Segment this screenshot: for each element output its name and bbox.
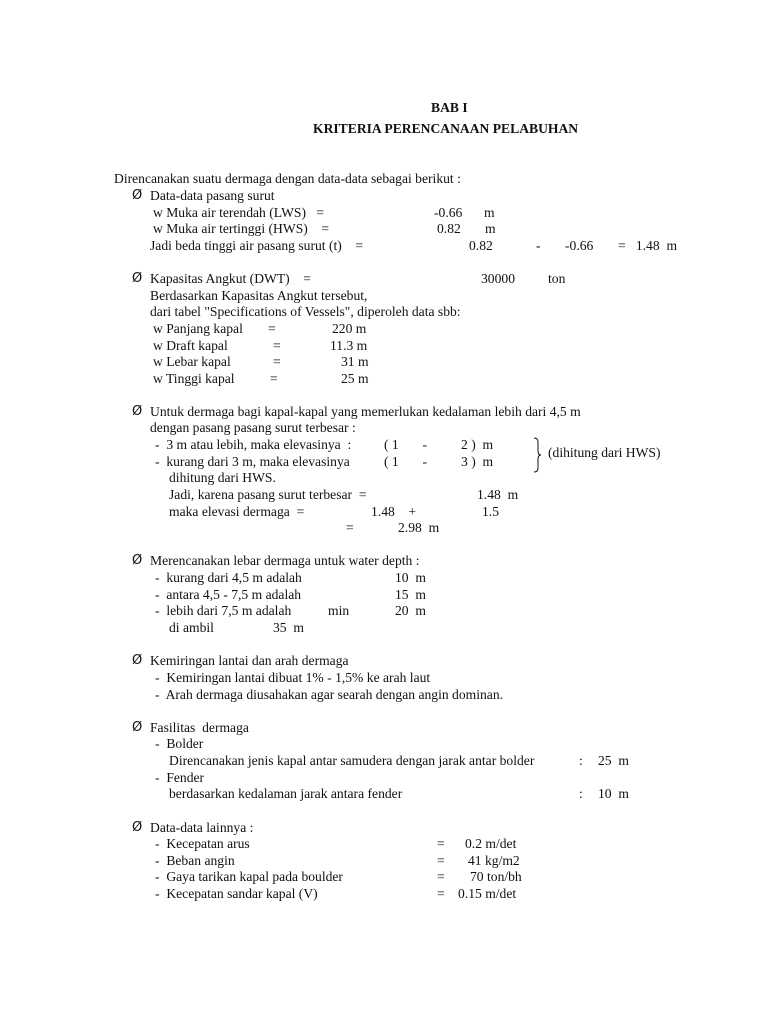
elevation-line6-value: 1.48 m [477, 487, 519, 502]
slope-item1: - Kemiringan lantai dibuat 1% - 1,5% ke arah laut [155, 670, 431, 685]
elevation-line7: maka elevasi dermaga = [169, 504, 305, 519]
bullet-icon: Ø [132, 553, 143, 568]
fender-value: 10 m [598, 786, 629, 801]
dwt-label: Kapasitas Angkut (DWT) = [150, 271, 311, 286]
vessel-width-value: 31 m [341, 354, 369, 369]
current-speed-eq: = [437, 836, 445, 851]
brace-note: (dihitung dari HWS) [548, 445, 661, 460]
bullet-icon: Ø [132, 188, 143, 203]
dwt-line3: dari tabel "Specifications of Vessels", diperoleh data sbb: [150, 304, 461, 319]
dwt-unit: ton [548, 271, 566, 286]
dwt-line2: Berdasarkan Kapasitas Angkut tersebut, [150, 288, 368, 303]
vessel-length-label: w Panjang kapal [153, 321, 243, 336]
width-item2-value: 15 m [395, 587, 426, 602]
elevation-line7-a: 1.48 + [371, 504, 417, 519]
hws-value: 0.82 [437, 221, 461, 236]
elevation-line8-eq: = [346, 520, 354, 535]
width-item1-value: 10 m [395, 570, 426, 585]
width-taken: di ambil [169, 620, 214, 635]
wind-load-value: 41 kg/m2 [468, 853, 520, 868]
vessel-draft-value: 11.3 m [330, 338, 368, 353]
bullet-icon: Ø [132, 820, 143, 835]
chapter-title: KRITERIA PERENCANAAN PELABUHAN [313, 121, 579, 136]
elevation-item2-range: ( 1 - 3 ) m [384, 454, 494, 469]
mooring-force-label: - Gaya tarikan kapal pada boulder [155, 869, 343, 884]
vessel-height-value: 25 m [341, 371, 369, 386]
mooring-force-value: 70 ton/bh [470, 869, 522, 884]
elevation-line6: Jadi, karena pasang surut terbesar = [169, 487, 367, 502]
vessel-length-eq: = [268, 321, 276, 336]
berthing-speed-eq: = [437, 886, 445, 901]
current-speed-value: 0.2 m/det [465, 836, 517, 851]
vessel-height-eq: = [270, 371, 278, 386]
lws-value: -0.66 [434, 205, 463, 220]
current-speed-label: - Kecepatan arus [155, 836, 250, 851]
bolder-colon: : [579, 753, 583, 768]
vessel-draft-eq: = [273, 338, 281, 353]
vessel-draft-label: w Draft kapal [153, 338, 228, 353]
bolder-item: - Bolder [155, 736, 204, 751]
width-item1: - kurang dari 4,5 m adalah [155, 570, 302, 585]
intro-text: Direncanakan suatu dermaga dengan data-data sebagai berikut : [114, 171, 461, 186]
tide-diff-label: Jadi beda tinggi air pasang surut (t) = [150, 238, 364, 253]
bullet-icon: Ø [132, 720, 143, 735]
hws-label: w Muka air tertinggi (HWS) = [153, 221, 330, 236]
wind-load-eq: = [437, 853, 445, 868]
berthing-speed-value: 0.15 m/det [458, 886, 517, 901]
tide-diff-b: -0.66 [565, 238, 594, 253]
lws-label: w Muka air terendah (LWS) = [153, 205, 324, 220]
lws-unit: m [484, 205, 495, 220]
vessel-width-label: w Lebar kapal [153, 354, 231, 369]
elevation-line1: Untuk dermaga bagi kapal-kapal yang memerlukan kedalaman lebih dari 4,5 m [150, 404, 581, 419]
elevation-item2: - kurang dari 3 m, maka elevasinya [155, 454, 350, 469]
bullet-icon: Ø [132, 653, 143, 668]
width-item3-min: min [328, 603, 350, 618]
wind-load-label: - Beban angin [155, 853, 235, 868]
width-item3: - lebih dari 7,5 m adalah [155, 603, 292, 618]
elevation-line8-value: 2.98 m [398, 520, 440, 535]
tide-label: Data-data pasang surut [150, 188, 275, 203]
chapter-heading: BAB I [431, 100, 468, 115]
elevation-line7-b: 1.5 [482, 504, 499, 519]
vessel-width-eq: = [273, 354, 281, 369]
dwt-value: 30000 [481, 271, 515, 286]
elevation-line2: dengan pasang pasang surut terbesar : [150, 420, 356, 435]
width-label: Merencanakan lebar dermaga untuk water depth : [150, 553, 420, 568]
curly-brace-icon [532, 437, 542, 473]
vessel-length-value: 220 m [332, 321, 367, 336]
facilities-label: Fasilitas dermaga [150, 720, 249, 735]
width-taken-value: 35 m [273, 620, 304, 635]
hws-unit: m [485, 221, 496, 236]
elevation-line5: dihitung dari HWS. [169, 470, 276, 485]
bullet-icon: Ø [132, 271, 143, 286]
fender-item: - Fender [155, 770, 205, 785]
width-item2: - antara 4,5 - 7,5 m adalah [155, 587, 302, 602]
slope-item2: - Arah dermaga diusahakan agar searah dengan angin dominan. [155, 687, 504, 702]
vessel-height-label: w Tinggi kapal [153, 371, 235, 386]
other-label: Data-data lainnya : [150, 820, 254, 835]
elevation-item1: - 3 m atau lebih, maka elevasinya : [155, 437, 352, 452]
fender-colon: : [579, 786, 583, 801]
mooring-force-eq: = [437, 869, 445, 884]
bullet-icon: Ø [132, 404, 143, 419]
tide-diff-a: 0.82 [469, 238, 493, 253]
fender-desc: berdasarkan kedalaman jarak antara fender [169, 786, 403, 801]
berthing-speed-label: - Kecepatan sandar kapal (V) [155, 886, 318, 901]
tide-diff-operator: - [536, 238, 541, 253]
width-item3-value: 20 m [395, 603, 426, 618]
elevation-item1-range: ( 1 - 2 ) m [384, 437, 494, 452]
tide-diff-result: = 1.48 m [618, 238, 678, 253]
slope-label: Kemiringan lantai dan arah dermaga [150, 653, 349, 668]
bolder-value: 25 m [598, 753, 629, 768]
bolder-desc: Direncanakan jenis kapal antar samudera dengan jarak antar bolder [169, 753, 535, 768]
